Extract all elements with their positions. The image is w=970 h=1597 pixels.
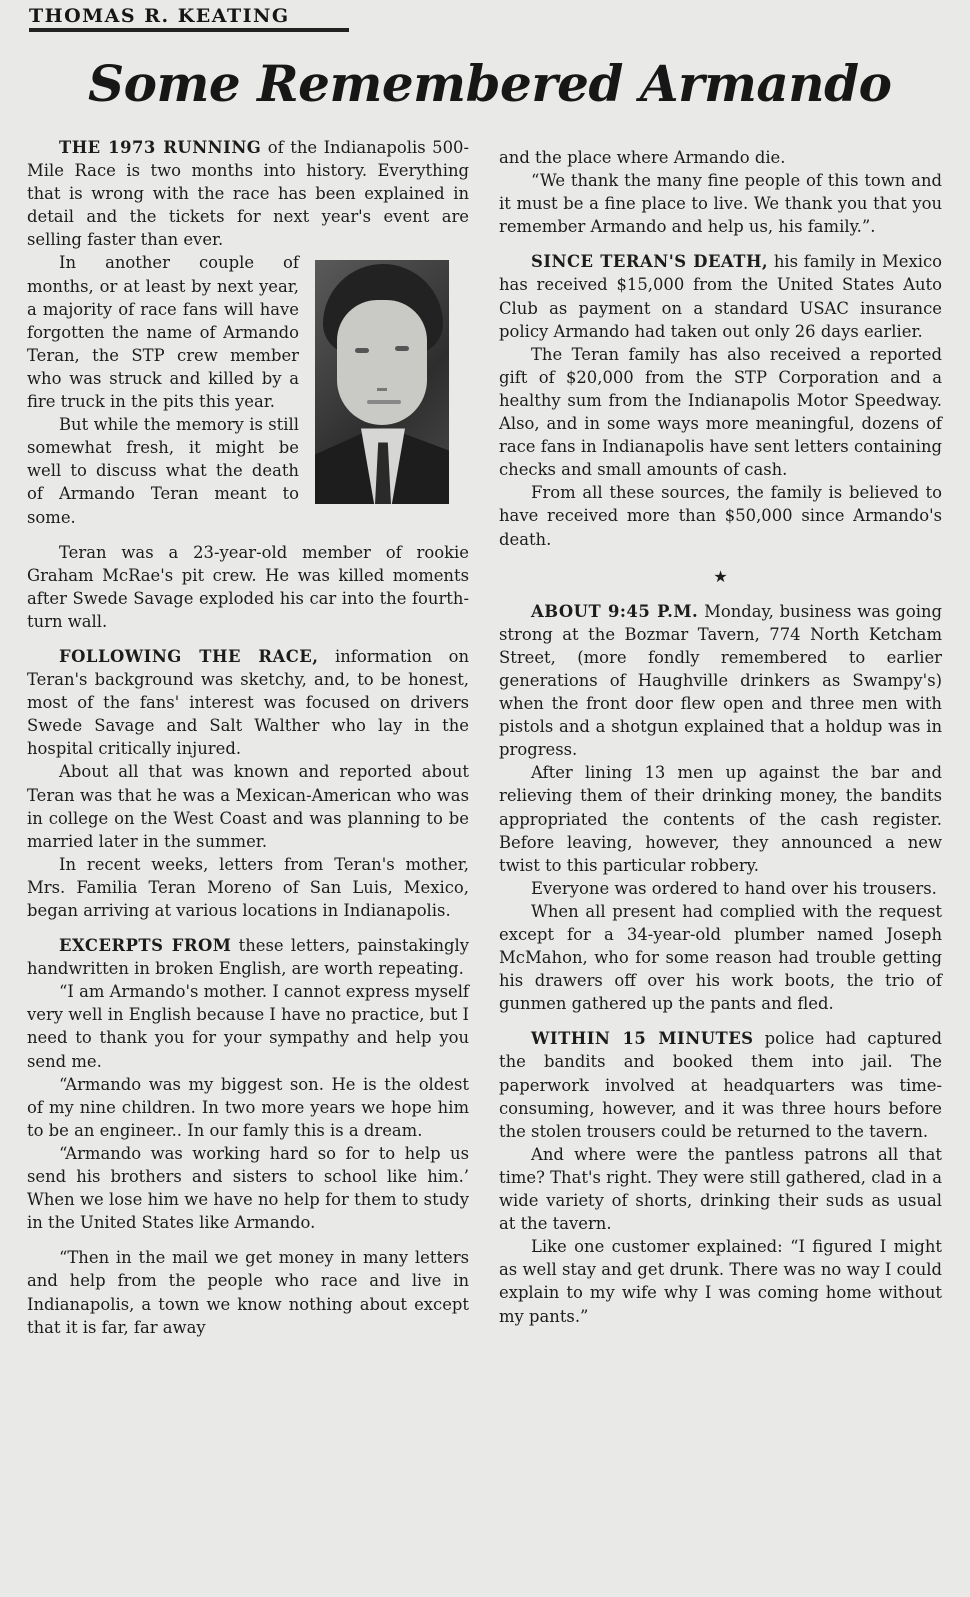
paragraph: The Teran family has also received a reported gift of $20,000 from the STP Corporation and a healthy sum from the Indianapolis Motor Speedway. Also, and in some ways more meaningful, dozens of race fans in Indianapolis have sent letters containing checks and small amounts of cash. bbox=[499, 344, 942, 480]
paragraph bbox=[499, 600, 942, 762]
paragraph bbox=[27, 136, 469, 251]
paragraph: In another couple of months, or at least by next year, a majority of race fans will have forgotten the name of Armando Teran, the STP crew member who was struck and killed by a fire truck in the pits this year. bbox=[27, 253, 299, 412]
paragraph: “Armando was working hard so for to help us send his brothers and sisters to school like him.’ When we lose him we have no help for them to study in the United States like Armando. bbox=[27, 1143, 469, 1233]
paragraph: “Then in the mail we get money in many letters and help from the people who race and live in Indianapolis, a town we know nothing about except that it is far, far away bbox=[27, 1248, 469, 1337]
paragraph-text: information on Teran's background was sketchy, and, to be honest, most of the fans' interest was focused on drivers Swede Savage and Salt Walther who lay in the hospital critically injured. bbox=[27, 646, 470, 759]
paragraph-lead: WITHIN 15 MINUTES bbox=[531, 1029, 754, 1049]
paragraph-text: these letters, painstakingly handwritten in broken English, are worth repeating. bbox=[27, 936, 469, 979]
paragraph-text: his family in Mexico has received $15,000 from the United States Auto Club as payment on a standard USAC insurance policy Armando had taken out only 26 days earlier. bbox=[499, 252, 942, 341]
paragraph: From all these sources, the family is believed to have received more than $50,000 since Armando's death. bbox=[499, 483, 942, 549]
paragraph: “Armando was my biggest son. He is the oldest of my nine children. In two more years we hope him to be an engineer.. In our famly this is a dream. bbox=[27, 1074, 469, 1140]
paragraph bbox=[499, 250, 942, 342]
paragraph bbox=[27, 934, 469, 980]
paragraph-lead: SINCE TERAN'S DEATH, bbox=[531, 252, 769, 272]
paragraph-text: of the Indianapolis 500-Mile Race is two months into history. Everything that is wrong with the race has been explained in detail and the tickets for next year's event are selling faster than ever. bbox=[27, 138, 470, 250]
paragraph: In recent weeks, letters from Teran's mother, Mrs. Familia Teran Moreno of San Luis, Mexico, began arriving at various locations in Indianapolis. bbox=[27, 854, 469, 920]
author-photo bbox=[315, 260, 449, 504]
paragraph-lead: EXCERPTS FROM bbox=[59, 936, 232, 956]
paragraph-text: Monday, business was going strong at the Bozmar Tavern, 774 North Ketcham Street, (more fondly remembered to earlier generations of Haughville drinkers as Swampy's) when the front door flew open and three men with pistols and a shotgun explained that a holdup was in progress. bbox=[499, 601, 942, 760]
paragraph-lead: ABOUT 9:45 P.M. bbox=[531, 601, 699, 621]
paragraph: But while the memory is still somewhat fresh, it might be well to discuss what the death of Armando Teran meant to some. bbox=[27, 415, 299, 527]
byline: THOMAS R. KEATING bbox=[29, 5, 290, 27]
paragraph bbox=[499, 1027, 942, 1142]
paragraph: Like one customer explained: “I figured I might as well stay and get drunk. There was no way I could explain to my wife why I was coming home without my pants.” bbox=[499, 1237, 942, 1326]
paragraph-lead: FOLLOWING THE RACE, bbox=[59, 646, 319, 666]
paragraph: About all that was known and reported about Teran was that he was a Mexican-American who was in college on the West Coast and was planning to be married later in the summer. bbox=[27, 762, 469, 851]
byline-rule bbox=[29, 28, 349, 32]
paragraph: “We thank the many fine people of this town and it must be a fine place to live. We thank you that you remember Armando and help us, his family.”. bbox=[499, 171, 942, 237]
paragraph: When all present had complied with the request except for a 34-year-old plumber named Joseph McMahon, who for some reason had trouble getting his drawers off over his work boots, the trio of gunmen gathered up the pants and fled. bbox=[499, 901, 942, 1014]
paragraph-text: police had captured the bandits and booked them into jail. The paperwork involved at headquarters was time-consuming, however, and it was three hours before the stolen trousers could be returned to the tavern. bbox=[499, 1029, 942, 1141]
star-separator-icon: ★ bbox=[713, 566, 728, 586]
right-column bbox=[499, 146, 942, 1328]
paragraph: And where were the pantless patrons all that time? That's right. They were still gathered, clad in a wide variety of shorts, drinking their suds as usual at the tavern. bbox=[499, 1144, 942, 1234]
paragraph: After lining 13 men up against the bar and relieving them of their drinking money, the bandits appropriated the contents of the cash register. Before leaving, however, they announced a new twist to this particular robbery. bbox=[499, 763, 942, 875]
paragraph: Everyone was ordered to hand over his trousers. bbox=[531, 878, 937, 898]
paragraph: Teran was a 23-year-old member of rookie Graham McRae's pit crew. He was killed moments after Swede Savage exploded his car into the fourth-turn wall. bbox=[27, 542, 469, 631]
paragraph bbox=[27, 645, 469, 760]
headline: Some Remembered Armando bbox=[88, 54, 892, 113]
paragraph-lead: THE 1973 RUNNING bbox=[59, 138, 262, 157]
paragraph: “I am Armando's mother. I cannot express myself very well in English because I have no practice, but I need to thank you for your sympathy and help you send me. bbox=[27, 982, 469, 1071]
paragraph: and the place where Armando die. bbox=[499, 148, 786, 167]
left-column bbox=[27, 136, 469, 1339]
